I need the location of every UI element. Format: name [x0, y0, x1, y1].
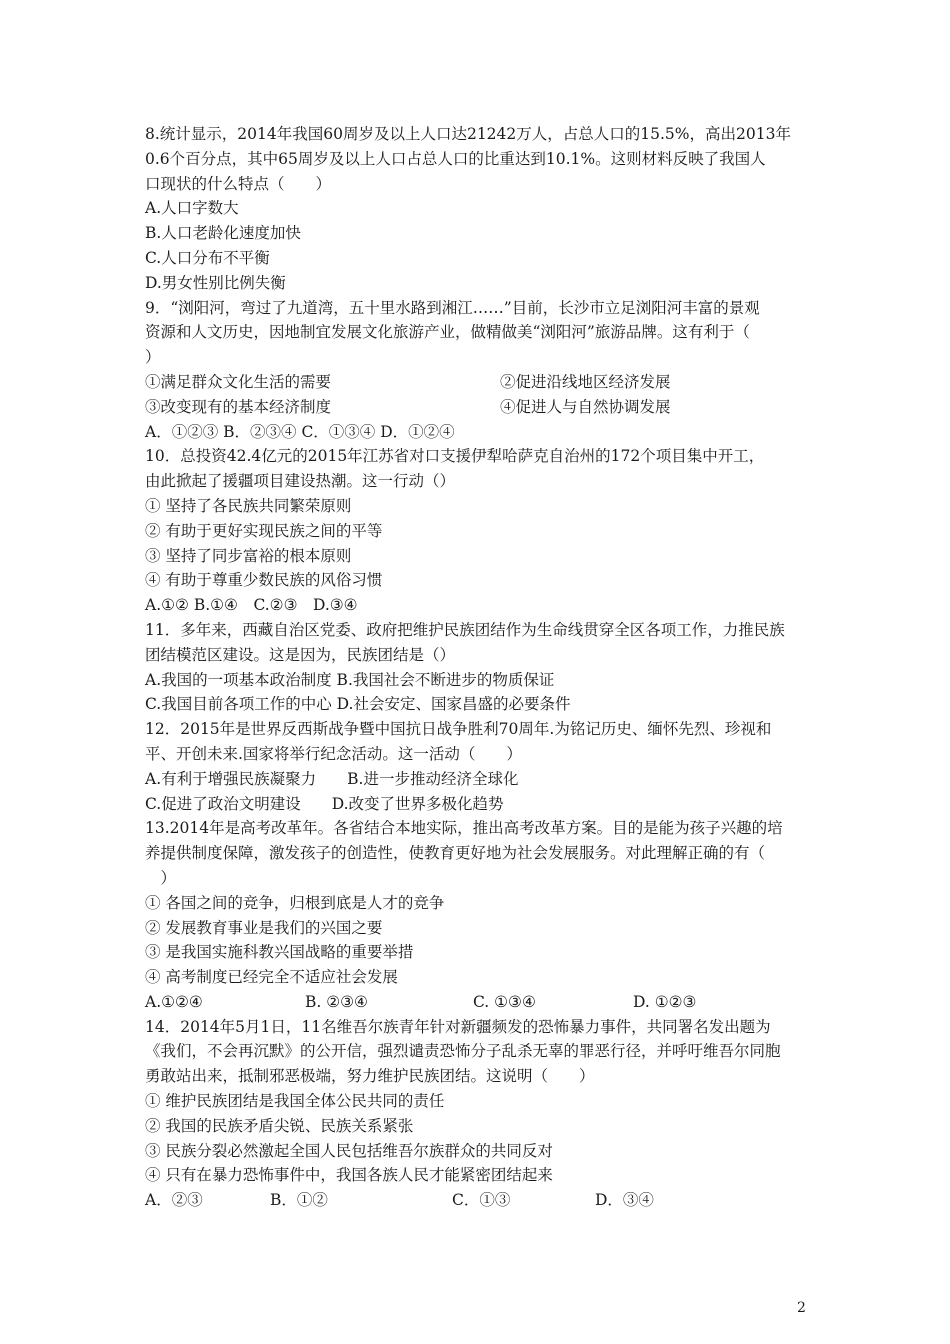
question-stem-line: 资源和人文历史，因地制宜发展文化旅游产业，做精做美“浏阳河”旅游品牌。这有利于（ [145, 323, 750, 342]
option-row-cd: C.促进了政治文明建设 D.改变了世界多极化趋势 [145, 794, 504, 813]
answer-options [145, 1188, 810, 1213]
item-row [145, 370, 810, 395]
item-2: ② 发展教育事业是我们的兴国之要 [145, 918, 383, 937]
question-12 [145, 717, 810, 816]
answer-c: C. ①③④ [473, 992, 536, 1011]
answer-c: C．①③ [452, 1191, 511, 1210]
item-4: ④ 只有在暴力恐怖事件中，我国各族人民才能紧密团结起来 [145, 1166, 553, 1185]
answer-a: A．②③ [145, 1191, 203, 1210]
option-b: B.人口老龄化速度加快 [145, 224, 301, 243]
question-9 [145, 296, 810, 445]
option-c: C.人口分布不平衡 [145, 248, 270, 267]
question-stem-line: 10．总投资42.4亿元的2015年江苏省对口支援伊犁哈萨克自治州的172个项目集中开工， [145, 447, 765, 466]
question-stem-line: 《我们，不会再沉默》的公开信，强烈谴责恐怖分子乱杀无辜的罪恶行径，并呼吁维吾尔同胞 [145, 1042, 781, 1061]
item-1: ① 各国之间的竞争，归根到底是人才的竞争 [145, 893, 445, 912]
question-stem-line: 14．2014年5月1日，11名维吾尔族青年针对新疆频发的恐怖暴力事件，共同署名发出题为 [145, 1017, 771, 1036]
item-3: ③ 坚持了同步富裕的根本原则 [145, 546, 352, 565]
option-a: A.人口字数大 [145, 199, 239, 218]
answer-options: A.①② B.①④ C.②③ D.③④ [145, 596, 358, 615]
question-stem-line: 12．2015年是世界反西斯战争暨中国抗日战争胜利70周年.为铭记历史、缅怀先烈、珍视和 [145, 720, 772, 739]
question-stem-line: ） [145, 868, 177, 887]
question-stem-line: 团结模范区建设。这是因为，民族团结是（） [145, 645, 456, 664]
answer-d: D. ①②③ [633, 992, 697, 1011]
option-row-cd: C.我国目前各项工作的中心 D.社会安定、国家昌盛的必要条件 [145, 695, 571, 714]
item-4: ④ 高考制度已经完全不适应社会发展 [145, 968, 398, 987]
option-d: D.男女性别比例失衡 [145, 273, 286, 292]
question-stem-line: 口现状的什么特点（ ） [145, 174, 332, 193]
question-stem-line: 平、开创未来.国家将举行纪念活动。这一活动（ ） [145, 744, 522, 763]
question-10 [145, 444, 810, 618]
item-2: ② 有助于更好实现民族之间的平等 [145, 521, 383, 540]
item-row [145, 395, 810, 420]
question-stem-line: ） [145, 348, 161, 367]
option-row-ab: A.有利于增强民族凝聚力 B.进一步推动经济全球化 [145, 769, 519, 788]
answer-a: A.①②④ [145, 992, 203, 1011]
question-14 [145, 1015, 810, 1213]
question-stem-line: 9．“浏阳河，弯过了九道湾，五十里水路到湘江……”目前，长沙市立足浏阳河丰富的景观 [145, 298, 760, 317]
question-stem-line: 8.统计显示，2014年我国60周岁及以上人口达21242万人，占总人口的15.5%，高出2013年 [145, 125, 791, 143]
question-stem-line: 11．多年来，西藏自治区党委、政府把维护民族团结作为生命线贯穿全区各项工作，力推民族 [145, 620, 785, 639]
item-1: ① 维护民族团结是我国全体公民共同的责任 [145, 1092, 445, 1111]
question-13 [145, 816, 810, 1014]
item-1: ①满足群众文化生活的需要 [145, 372, 332, 391]
item-4: ④促进人与自然协调发展 [500, 397, 671, 416]
question-stem-line: 由此掀起了援疆项目建设热潮。这一行动（） [145, 472, 456, 491]
item-3: ③ 民族分裂必然激起全国人民包括维吾尔族群众的共同反对 [145, 1141, 553, 1160]
question-stem-line: 养提供制度保障，激发孩子的创造性，使教育更好地为社会发展服务。对此理解正确的有（ [145, 844, 766, 863]
item-1: ① 坚持了各民族共同繁荣原则 [145, 496, 352, 515]
item-2: ② 我国的民族矛盾尖锐、民族关系紧张 [145, 1116, 414, 1135]
item-3: ③改变现有的基本经济制度 [145, 397, 332, 416]
question-stem-line: 0.6个百分点，其中65周岁及以上人口占总人口的比重达到10.1%。这则材料反映了我国人 [145, 149, 766, 168]
item-4: ④ 有助于尊重少数民族的风俗习惯 [145, 571, 383, 590]
answer-d: D．③④ [595, 1191, 654, 1210]
page-number: 2 [797, 1300, 806, 1316]
answer-b: B. ②③④ [305, 992, 368, 1011]
item-2: ②促进沿线地区经济发展 [500, 372, 671, 391]
answer-options: A．①②③ B．②③④ C．①③④ D．①②④ [145, 422, 455, 441]
answer-options [145, 990, 810, 1015]
question-11 [145, 618, 810, 717]
question-stem-line: 勇敢站出来，抵制邪恶极端，努力维护民族团结。这说明（ ） [145, 1067, 595, 1086]
question-stem-line: 13.2014年是高考改革年。各省结合本地实际，推出高考改革方案。目的是能为孩子兴趣的培 [145, 819, 783, 838]
item-3: ③ 是我国实施科教兴国战略的重要举措 [145, 943, 414, 962]
answer-b: B．①② [270, 1191, 328, 1210]
option-row-ab: A.我国的一项基本政治制度 B.我国社会不断进步的物质保证 [145, 670, 555, 689]
question-8 [145, 122, 810, 296]
exam-content [145, 122, 810, 1213]
